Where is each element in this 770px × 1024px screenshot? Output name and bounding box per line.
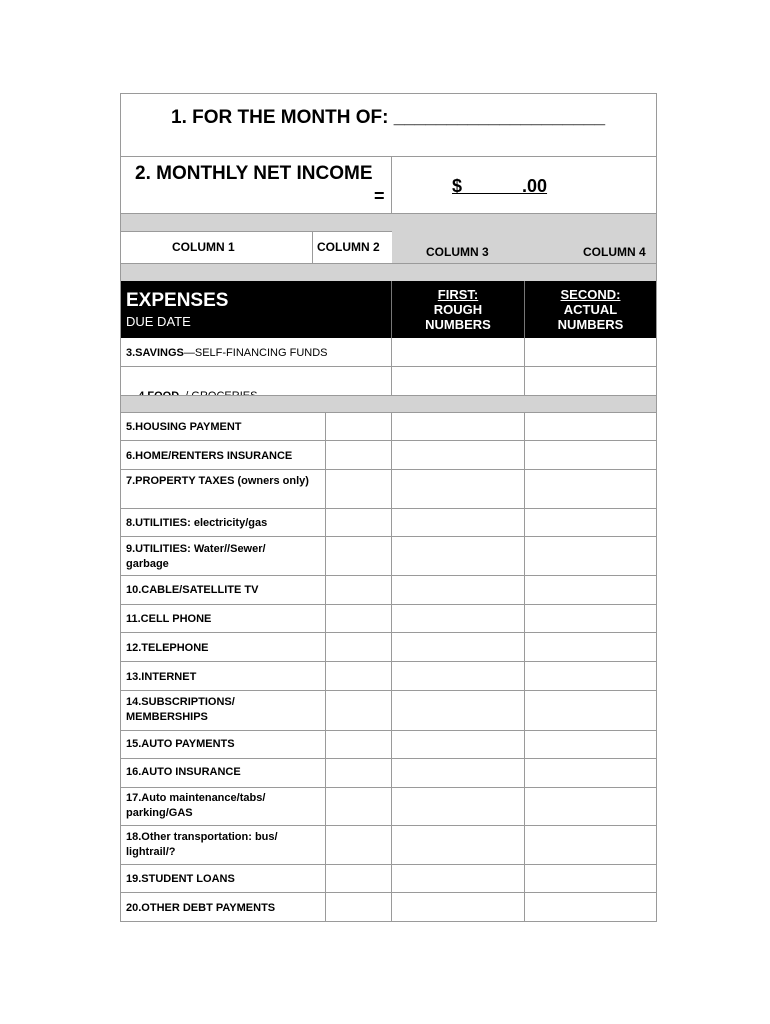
income-equals: = — [374, 186, 385, 206]
separator-band — [121, 396, 656, 412]
housing-due-date-cell[interactable] — [326, 413, 391, 440]
numbers-label: NUMBERS — [557, 317, 624, 332]
expense-row-7: 7.PROPERTY TAXES (owners only) — [126, 475, 309, 487]
housing-rough-cell[interactable] — [392, 413, 524, 440]
expense-row-20: 20.OTHER DEBT PAYMENTS — [126, 902, 276, 914]
expense-row-11: 11.CELL PHONE — [126, 613, 212, 625]
expenses-title: EXPENSES — [126, 290, 229, 311]
separator-band — [121, 264, 656, 281]
expense-row-16: 16.AUTO INSURANCE — [126, 766, 241, 778]
budget-worksheet — [120, 93, 657, 922]
food-actual-cell[interactable] — [525, 367, 656, 395]
expense-row-15: 15.AUTO PAYMENTS — [126, 738, 235, 750]
food-rough-cell[interactable] — [392, 367, 524, 395]
column-1-header: COLUMN 1 — [172, 240, 235, 254]
housing-actual-cell[interactable] — [525, 413, 656, 440]
savings-rough-cell[interactable] — [392, 339, 524, 366]
expense-row-13: 13.INTERNET — [126, 671, 197, 683]
rough-label: ROUGH — [433, 302, 483, 317]
column-4-header: COLUMN 4 — [583, 245, 646, 259]
expense-row-14: 14.SUBSCRIPTIONS/ MEMBERSHIPS — [126, 696, 235, 723]
savings-row-label: 3.SAVINGS—SELF-FINANCING FUNDS — [126, 347, 328, 359]
income-amount-field[interactable]: $ .00 — [452, 176, 548, 196]
month-label: 1. FOR THE MONTH OF: ____________________ — [171, 107, 606, 128]
expense-row-6: 6.HOME/RENTERS INSURANCE — [126, 450, 293, 462]
separator-band — [121, 214, 656, 231]
expense-row-18: 18.Other transportation: bus/ lightrail/? — [126, 831, 278, 858]
expense-row-5: 5.HOUSING PAYMENT — [126, 421, 242, 433]
second-label: SECOND: — [560, 287, 621, 302]
savings-actual-cell[interactable] — [525, 339, 656, 366]
first-rough-numbers-header — [392, 287, 524, 332]
second-actual-numbers-header — [525, 287, 656, 332]
expense-row-19: 19.STUDENT LOANS — [126, 873, 235, 885]
first-label: FIRST: — [437, 287, 479, 302]
expense-row-12: 12.TELEPHONE — [126, 642, 209, 654]
expense-row-9: 9.UTILITIES: Water//Sewer/ garbage — [126, 543, 266, 570]
column-3-header: COLUMN 3 — [426, 245, 489, 259]
column-2-header: COLUMN 2 — [317, 240, 380, 254]
expense-row-17: 17.Auto maintenance/tabs/ parking/GAS — [126, 792, 266, 819]
expense-row-10: 10.CABLE/SATELLITE TV — [126, 584, 259, 596]
numbers-label: NUMBERS — [425, 317, 491, 332]
expense-row-8: 8.UTILITIES: electricity/gas — [126, 517, 268, 529]
actual-label: ACTUAL — [563, 302, 618, 317]
income-label: 2. MONTHLY NET INCOME — [135, 163, 373, 184]
due-date-label: DUE DATE — [126, 314, 191, 329]
